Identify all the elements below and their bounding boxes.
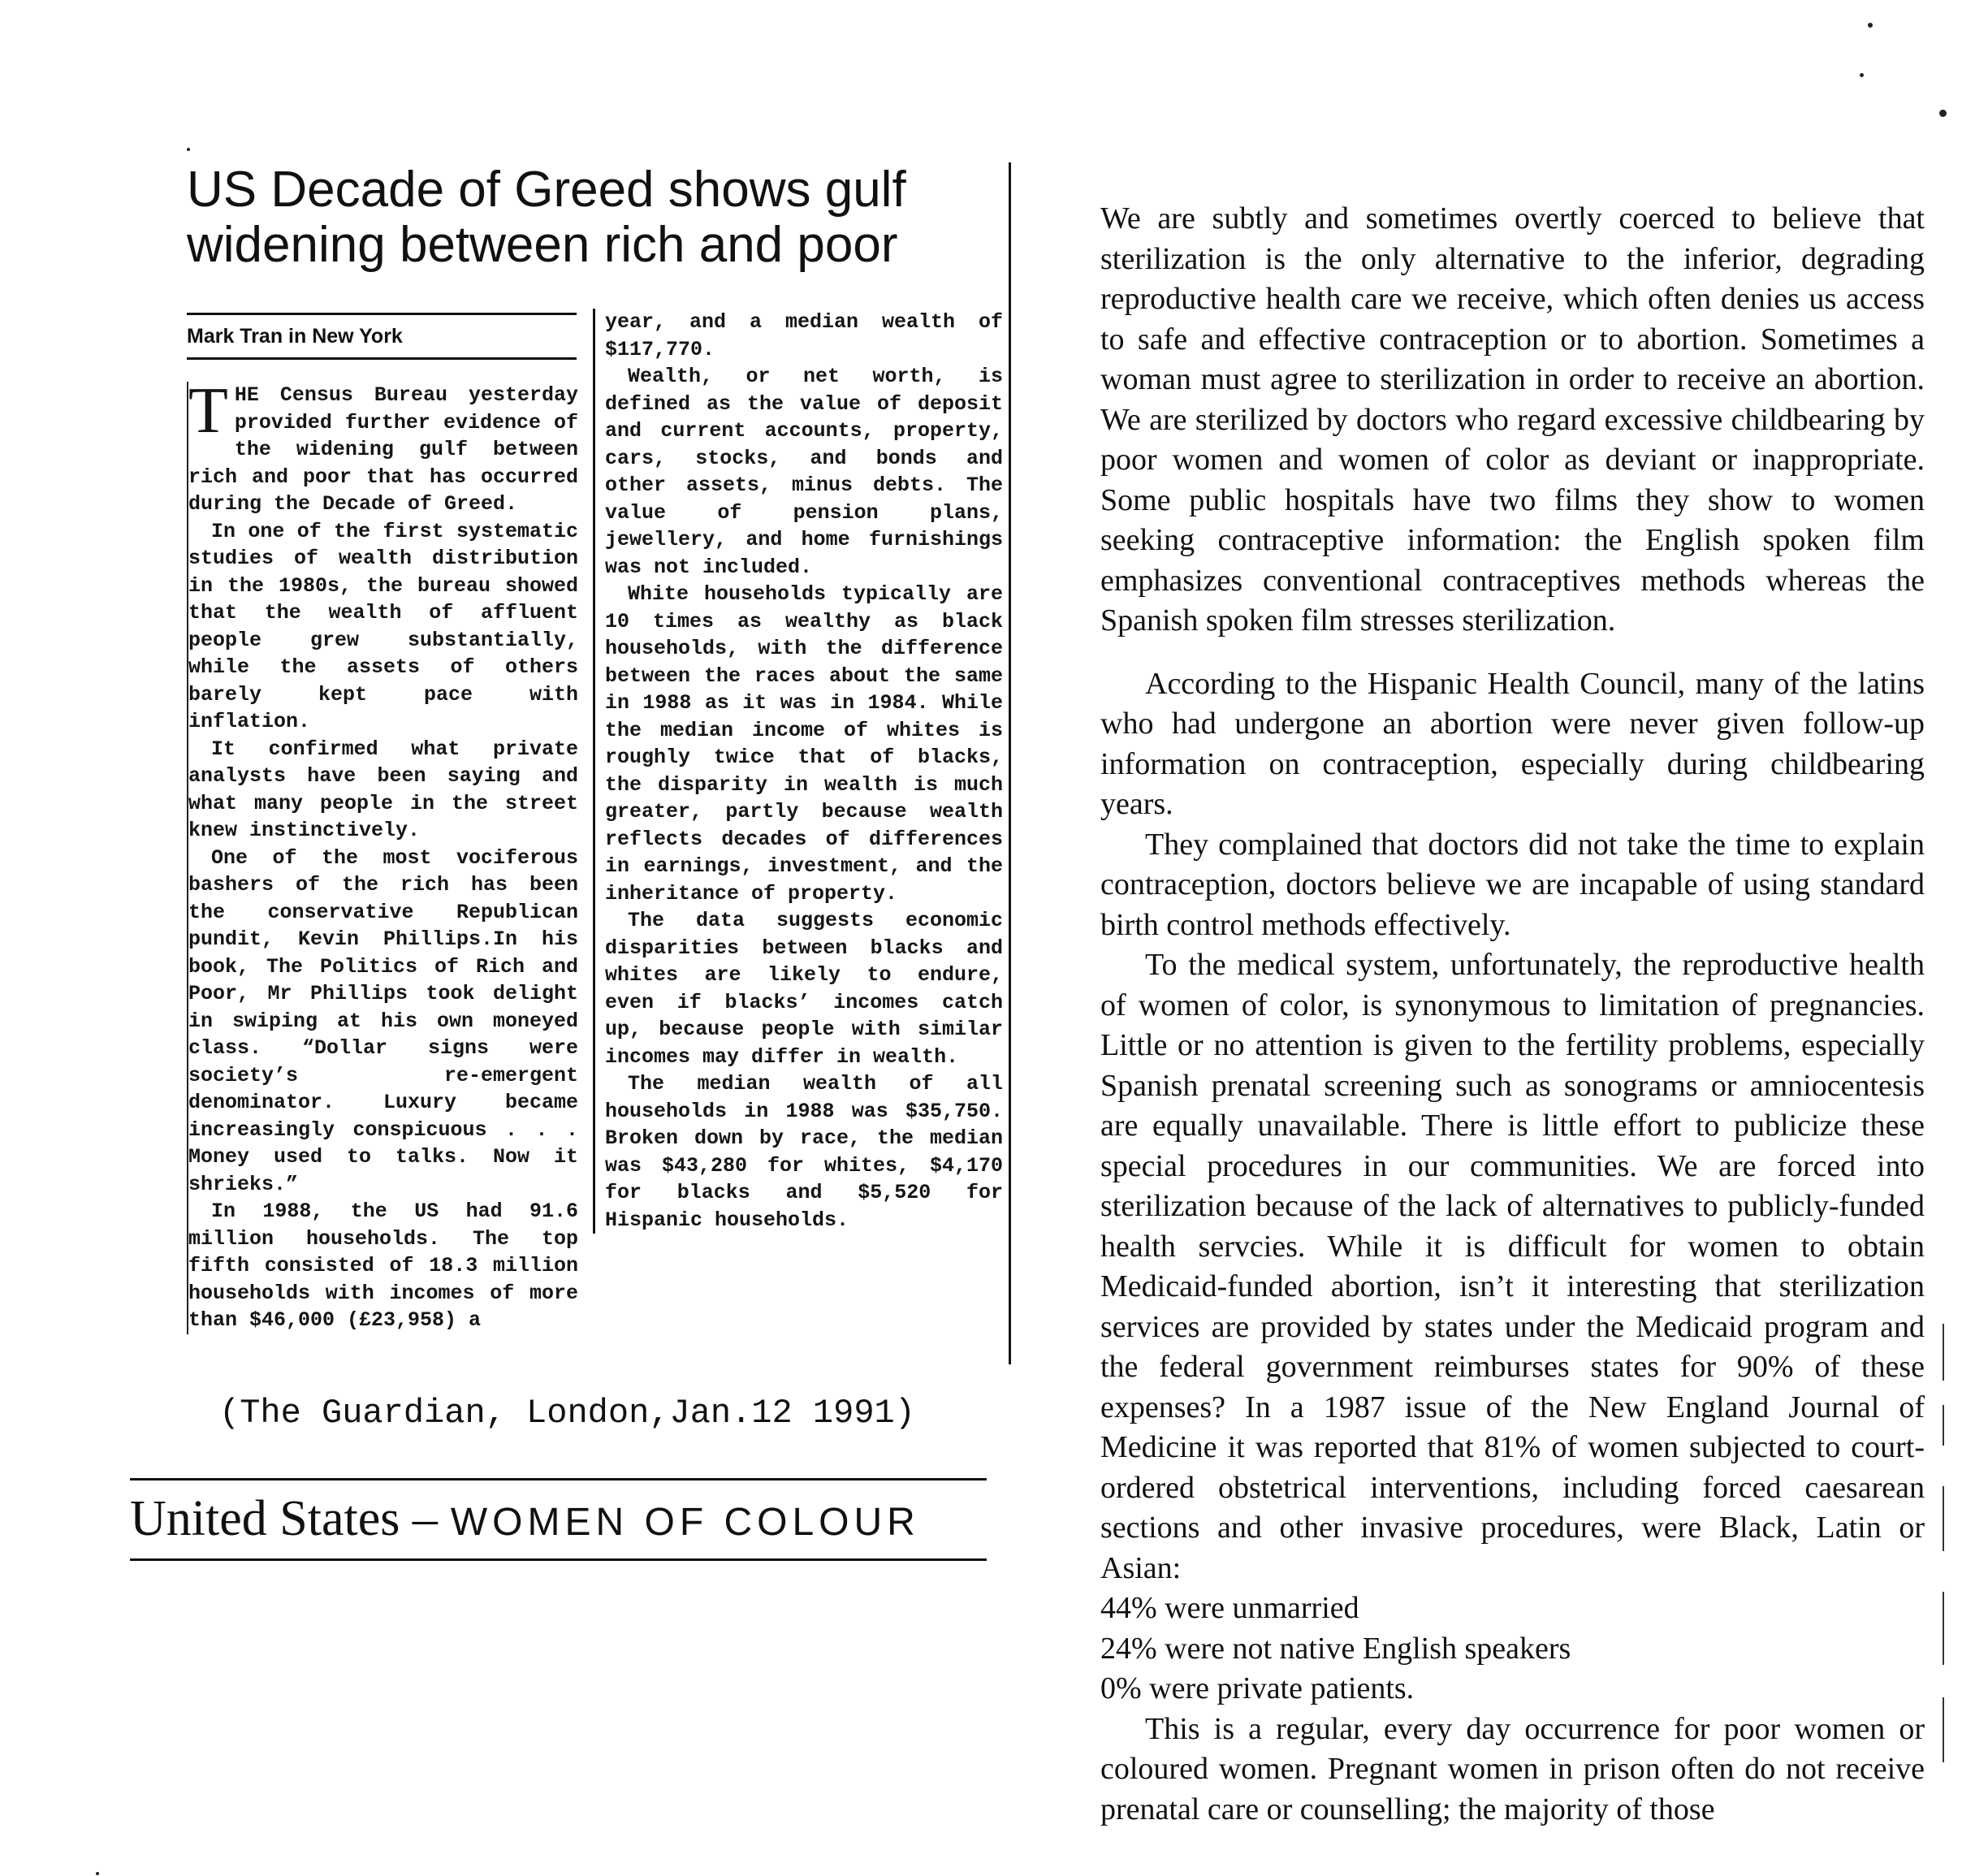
- scan-edge-mark: [1943, 1697, 1944, 1762]
- byline: Mark Tran in New York: [187, 325, 403, 348]
- headline-line-1: US Decade of Greed shows gulf: [187, 162, 906, 218]
- scan-edge-mark: [1943, 1486, 1944, 1551]
- statistic-line: 0% were private patients.: [1100, 1671, 1415, 1705]
- essay-paragraph: According to the Hispanic Health Council, many of the latins who had undergone an abortion were never given follow-up information on contraception, especially during childbearing years.: [1100, 666, 1925, 821]
- statistic-line: 24% were not native English speakers: [1100, 1631, 1571, 1666]
- headline-line-2: widening between rich and poor: [187, 217, 898, 273]
- article-paragraph: Wealth, or net worth, is defined as the value of deposit and current accounts, property, cars, stocks, and bonds and other assets, minus debts. The value of pension plans, jewellery, and home furnishings was not included.: [605, 365, 1003, 579]
- byline-bottom-rule: [187, 357, 577, 360]
- article-paragraph: The median wealth of all households in 1988 was $35,750. Broken down by race, the median was $43,280 for whites, $4,170 for blacks and $5,520 for Hispanic households.: [605, 1072, 1003, 1232]
- scan-edge-mark: [1943, 1592, 1944, 1665]
- article-paragraph: In one of the first systematic studies of wealth distribution in the 1980s, the bureau showed that the wealth of affluent people grew substantially, while the assets of others barely kept pace with inflation.: [188, 519, 578, 733]
- byline-block: [187, 313, 577, 360]
- clipping-right-rule: [1009, 162, 1011, 1364]
- essay-body: [1100, 199, 1925, 1830]
- source-citation: (The Guardian, London,Jan.12 1991): [219, 1394, 915, 1433]
- section-heading-printed: United States –: [130, 1491, 438, 1546]
- scan-speck: [187, 148, 190, 151]
- article-paragraph: The data suggests economic disparities between blacks and whites are likely to endure, even if blacks’ incomes catch up, because people with similar incomes may differ in wealth.: [605, 909, 1003, 1069]
- article-headline: [187, 162, 983, 273]
- article-paragraph: White households typically are 10 times as wealthy as black households, with the difference between the races about the same in 1988 as it was in 1984. While the median income of whites is roughly twice that of blacks, the disparity in wealth is much greater, partly because wealth reflects decades of differences in earnings, investment, and the inheritance of property.: [605, 582, 1003, 906]
- scan-edge-mark: [1943, 1405, 1944, 1446]
- statistic-line: 44% were unmarried: [1100, 1591, 1359, 1625]
- article-paragraph: year, and a median wealth of $117,770.: [605, 310, 1003, 361]
- essay-paragraph: We are subtly and sometimes overtly coerced to believe that sterilization is the only alternative to the inferior, degrading reproductive health care we receive, which often denies us access to safe and effective contraception or to abortion. Sometimes a woman must agree to sterilization in order to receive an abortion. We are sterilized by doctors who regard excessive childbearing by poor women and women of color as deviant or inappropriate. Some public hospitals have two films they show to women seeking contraceptive information: the English spoken film emphasizes conventional contraceptives methods whereas the Spanish spoken film stresses sterilization.: [1100, 201, 1925, 638]
- article-paragraph: In 1988, the US had 91.6 million households. The top fifth consisted of 18.3 million households with incomes of more than $46,000 (£23,958) a: [188, 1200, 578, 1332]
- scan-speck: [1868, 23, 1873, 28]
- essay-paragraph: To the medical system, unfortunately, the reproductive health of women of color, is synonymous to limitation of pregnancies. Little or no attention is given to the fertility problems, especially Spanish prenatal screening such as sonograms or amniocentesis are equally unavailable. There is little effort to publicize these special procedures in our communities. We are forced into sterilization because of the lack of alternatives to publicly-funded health servcies. While it is difficult for women to obtain Medicaid-funded abortion, isn’t it interesting that sterilization services are provided by states under the Medicaid program and the federal government reimburses states for 90% of these expenses? In a 1987 issue of the New England Journal of Medicine it was reported that 81% of women subjected to court-ordered obstetrical interventions, including forced caesarean sections and other invasive procedures, were Black, Latin or Asian:: [1100, 948, 1925, 1585]
- article-paragraph: One of the most vociferous bashers of the rich has been the conservative Republican pundit, Kevin Phillips.In his book, The Politics of Rich and Poor, Mr Phillips took delight in swiping at his own moneyed class. “Dollar signs were society’s re-emergent denominator. Luxury became increasingly conspicuous . . . Money used to talks. Now it shrieks.”: [188, 845, 578, 1196]
- drop-cap: T: [188, 375, 228, 447]
- section-heading-handwritten: WOMEN OF COLOUR: [450, 1501, 920, 1544]
- article-column-2: [593, 309, 1003, 1234]
- section-heading: [130, 1478, 987, 1561]
- scan-speck: [1939, 110, 1947, 117]
- scan-edge-mark: [1943, 1324, 1944, 1381]
- essay-paragraph: This is a regular, every day occurrence for poor women or coloured women. Pregnant women in prison often do not receive prenatal care or counselling; the majority of those: [1100, 1711, 1925, 1826]
- article-column-1: [187, 375, 578, 1334]
- article-paragraph: [188, 375, 578, 518]
- scan-speck: [96, 1872, 99, 1875]
- article-paragraph: It confirmed what private analysts have been saying and what many people in the street knew instinctively.: [188, 737, 578, 842]
- essay-paragraph: They complained that doctors did not take the time to explain contraception, doctors believe we are incapable of using standard birth control methods effectively.: [1100, 827, 1925, 942]
- paragraph-text: HE Census Bureau yesterday provided further evidence of the widening gulf between rich and poor that has occurred during the Decade of Greed.: [188, 383, 578, 516]
- scan-speck: [1860, 73, 1864, 77]
